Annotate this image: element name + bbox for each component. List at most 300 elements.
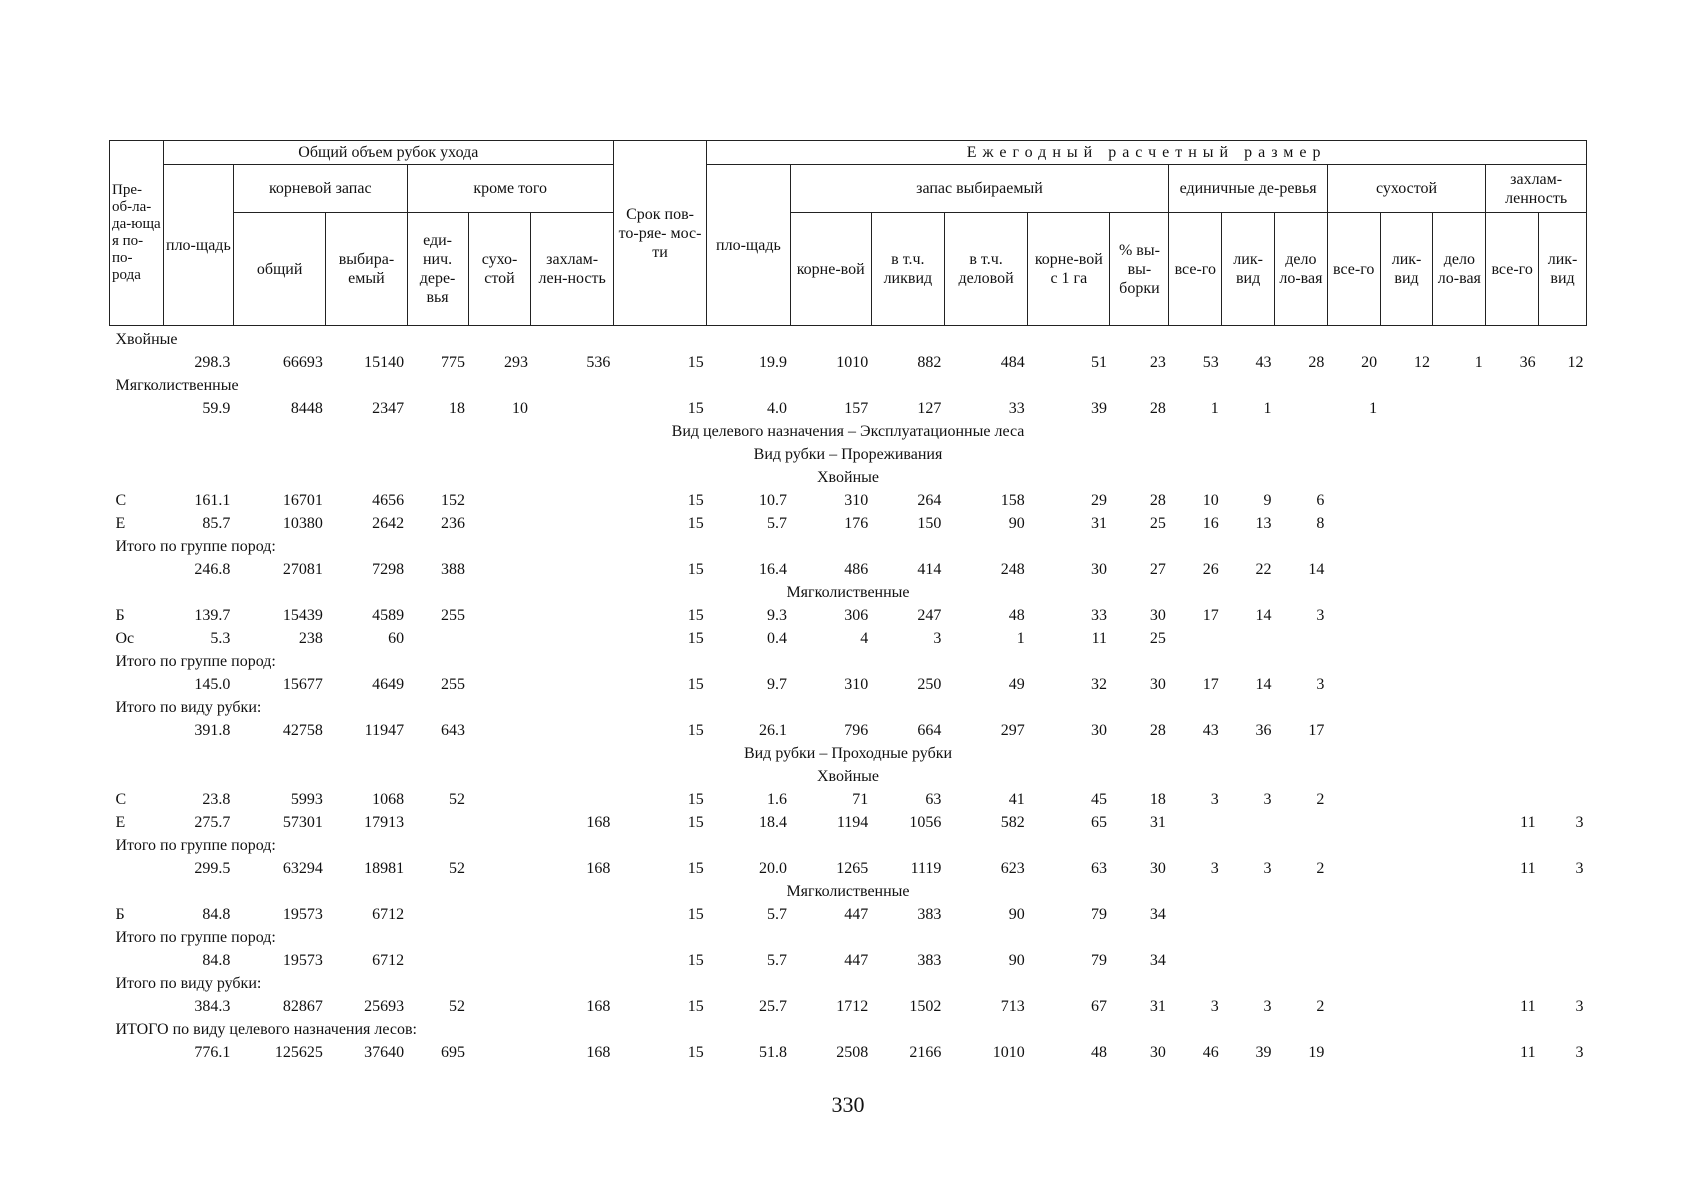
value-cell: 27081 xyxy=(282,561,323,578)
value-cell: 10 xyxy=(1202,492,1219,509)
value-cell: 255 xyxy=(441,676,466,693)
value-cell: 15 xyxy=(687,492,704,509)
table-row xyxy=(110,1039,1587,1062)
col-dry-business-header: дело ло-вая xyxy=(1433,213,1486,326)
value-cell: 15 xyxy=(687,400,704,417)
value-cell xyxy=(1380,671,1433,694)
species-cell xyxy=(110,855,164,878)
table-row xyxy=(110,947,1587,970)
value-cell xyxy=(1539,786,1587,809)
value-cell xyxy=(468,1039,531,1062)
value-cell: 388 xyxy=(441,561,466,578)
value-cell: 43 xyxy=(1202,722,1219,739)
value-cell: 30 xyxy=(1149,607,1166,624)
group-label-row xyxy=(110,1016,1587,1039)
value-cell xyxy=(1486,717,1539,740)
value-cell: 15 xyxy=(687,354,704,371)
section-heading: Хвойные xyxy=(817,768,879,785)
value-cell xyxy=(1433,395,1486,418)
value-cell xyxy=(1275,395,1328,418)
value-cell xyxy=(1433,901,1486,924)
value-cell: 4.0 xyxy=(767,400,788,417)
group-label: Итого по группе пород: xyxy=(115,929,276,946)
value-cell: 30 xyxy=(1149,1044,1166,1061)
value-cell: 42758 xyxy=(282,722,323,739)
value-cell: 90 xyxy=(1008,952,1025,969)
harvest-table-container xyxy=(109,140,1587,1062)
value-cell: 11947 xyxy=(364,722,405,739)
value-cell xyxy=(1539,717,1587,740)
value-cell: 16 xyxy=(1202,515,1219,532)
value-cell xyxy=(531,556,613,579)
table-header xyxy=(110,141,1587,326)
value-cell xyxy=(1169,901,1222,924)
col-single-business-header: дело ло-вая xyxy=(1275,213,1328,326)
value-cell: 27 xyxy=(1149,561,1166,578)
value-cell: 161.1 xyxy=(194,492,231,509)
col-litter-all-header: все-го xyxy=(1486,213,1539,326)
value-cell: 10 xyxy=(511,400,528,417)
value-cell: 19573 xyxy=(282,906,323,923)
value-cell: 33 xyxy=(1090,607,1107,624)
value-cell: 49 xyxy=(1008,676,1025,693)
value-cell: 15 xyxy=(687,860,704,877)
col-annual-liquid-header: в т.ч. ликвид xyxy=(871,213,944,326)
table-row xyxy=(110,510,1587,533)
value-cell: 176 xyxy=(844,515,869,532)
value-cell: 84.8 xyxy=(202,906,231,923)
value-cell: 168 xyxy=(586,1044,611,1061)
species-cell xyxy=(110,993,164,1016)
value-cell xyxy=(1539,487,1587,510)
value-cell: 5.3 xyxy=(210,630,231,647)
value-cell: 8 xyxy=(1316,515,1325,532)
value-cell: 2347 xyxy=(372,400,405,417)
value-cell: 63 xyxy=(1090,860,1107,877)
value-cell: 1265 xyxy=(836,860,869,877)
value-cell: 238 xyxy=(298,630,323,647)
value-cell: 3 xyxy=(933,630,942,647)
value-cell: 23 xyxy=(1149,354,1166,371)
value-cell: 26.1 xyxy=(759,722,788,739)
col-area-header: пло-щадь xyxy=(163,165,233,326)
value-cell xyxy=(468,717,531,740)
value-cell: 25 xyxy=(1149,515,1166,532)
species-cell: Е xyxy=(115,515,126,532)
value-cell: 15677 xyxy=(282,676,323,693)
value-cell xyxy=(1380,602,1433,625)
value-cell: 145.0 xyxy=(194,676,231,693)
value-cell: 33 xyxy=(1008,400,1025,417)
value-cell: 16701 xyxy=(282,492,323,509)
value-cell xyxy=(1539,556,1587,579)
value-cell xyxy=(1327,671,1380,694)
value-cell xyxy=(1222,809,1275,832)
col-drywood-header: сухо-стой xyxy=(468,213,531,326)
value-cell: 17 xyxy=(1202,676,1219,693)
col-besides-header: кроме того xyxy=(407,165,613,213)
group-label-row xyxy=(110,648,1587,671)
value-cell: 139.7 xyxy=(194,607,231,624)
value-cell: 1010 xyxy=(836,354,869,371)
value-cell: 8448 xyxy=(290,400,323,417)
value-cell xyxy=(468,901,531,924)
value-cell: 36 xyxy=(1255,722,1272,739)
group-label-row xyxy=(110,326,1587,350)
group-label: Итого по виду рубки: xyxy=(115,699,262,716)
value-cell: 17913 xyxy=(364,814,405,831)
value-cell xyxy=(1539,395,1587,418)
value-cell: 5.7 xyxy=(767,906,788,923)
value-cell: 484 xyxy=(1000,354,1025,371)
value-cell: 2 xyxy=(1316,860,1325,877)
value-cell: 11 xyxy=(1520,1044,1536,1061)
value-cell xyxy=(1327,1039,1380,1062)
value-cell: 67 xyxy=(1090,998,1107,1015)
value-cell xyxy=(1486,947,1539,970)
value-cell xyxy=(1486,395,1539,418)
value-cell: 18 xyxy=(449,400,466,417)
value-cell xyxy=(1433,717,1486,740)
value-cell: 298.3 xyxy=(194,354,231,371)
value-cell: 39 xyxy=(1090,400,1107,417)
value-cell: 643 xyxy=(441,722,466,739)
value-cell xyxy=(1433,510,1486,533)
value-cell xyxy=(1327,625,1380,648)
value-cell: 12 xyxy=(1413,354,1430,371)
value-cell: 63 xyxy=(925,791,942,808)
col-litter-header: захлам-ленность xyxy=(1486,165,1587,213)
value-cell: 51.8 xyxy=(759,1044,788,1061)
value-cell xyxy=(531,625,613,648)
page-number: 330 xyxy=(831,1092,865,1117)
value-cell: 22 xyxy=(1255,561,1272,578)
value-cell: 15 xyxy=(687,630,704,647)
value-cell: 250 xyxy=(917,676,942,693)
value-cell xyxy=(1539,947,1587,970)
value-cell: 25 xyxy=(1149,630,1166,647)
value-cell: 2166 xyxy=(909,1044,942,1061)
value-cell xyxy=(1169,947,1222,970)
group-label-row xyxy=(110,694,1587,717)
value-cell: 25.7 xyxy=(759,998,788,1015)
value-cell xyxy=(1380,993,1433,1016)
value-cell: 84.8 xyxy=(202,952,231,969)
value-cell xyxy=(531,602,613,625)
value-cell: 51 xyxy=(1090,354,1107,371)
value-cell: 1119 xyxy=(910,860,942,877)
table-row xyxy=(110,717,1587,740)
value-cell: 15 xyxy=(687,906,704,923)
col-annual-area-header: пло-щадь xyxy=(707,165,790,326)
value-cell: 2642 xyxy=(372,515,405,532)
table-row xyxy=(110,395,1587,418)
value-cell: 15 xyxy=(687,607,704,624)
species-cell xyxy=(110,671,164,694)
value-cell xyxy=(1486,487,1539,510)
value-cell: 30 xyxy=(1090,561,1107,578)
value-cell: 882 xyxy=(917,354,942,371)
value-cell: 52 xyxy=(449,998,466,1015)
col-total-volume-header: Общий объем рубок ухода xyxy=(163,141,613,165)
value-cell: 13 xyxy=(1255,515,1272,532)
value-cell xyxy=(407,947,468,970)
value-cell: 384.3 xyxy=(194,998,231,1015)
value-cell: 39 xyxy=(1255,1044,1272,1061)
value-cell: 582 xyxy=(1000,814,1025,831)
value-cell xyxy=(468,947,531,970)
value-cell xyxy=(1380,510,1433,533)
species-cell: С xyxy=(115,791,127,808)
value-cell xyxy=(1433,671,1486,694)
value-cell: 447 xyxy=(844,952,869,969)
value-cell: 796 xyxy=(844,722,869,739)
table-row xyxy=(110,786,1587,809)
value-cell xyxy=(1433,602,1486,625)
value-cell: 37640 xyxy=(364,1044,405,1061)
value-cell: 1 xyxy=(1210,400,1219,417)
value-cell xyxy=(1275,901,1328,924)
value-cell xyxy=(468,510,531,533)
species-cell: Б xyxy=(115,607,125,624)
group-label: Итого по группе пород: xyxy=(115,653,276,670)
value-cell xyxy=(531,487,613,510)
value-cell: 11 xyxy=(1091,630,1107,647)
value-cell xyxy=(1327,809,1380,832)
value-cell: 275.7 xyxy=(194,814,231,831)
value-cell: 9 xyxy=(1263,492,1272,509)
value-cell: 1068 xyxy=(372,791,405,808)
value-cell: 3 xyxy=(1263,791,1272,808)
value-cell xyxy=(407,901,468,924)
value-cell xyxy=(1539,625,1587,648)
value-cell xyxy=(1222,625,1275,648)
value-cell: 310 xyxy=(844,676,869,693)
value-cell: 299.5 xyxy=(194,860,231,877)
species-cell xyxy=(110,947,164,970)
value-cell xyxy=(1275,947,1328,970)
section-heading-row xyxy=(110,763,1587,786)
section-heading-row xyxy=(110,878,1587,901)
value-cell xyxy=(1327,947,1380,970)
group-label: Итого по группе пород: xyxy=(115,538,276,555)
species-cell xyxy=(110,556,164,579)
value-cell: 1.6 xyxy=(767,791,788,808)
col-clutter-header: захлам-лен-ность xyxy=(531,213,613,326)
value-cell: 1 xyxy=(1369,400,1378,417)
value-cell: 65 xyxy=(1090,814,1107,831)
value-cell: 19573 xyxy=(282,952,323,969)
value-cell xyxy=(468,993,531,1016)
value-cell: 15140 xyxy=(364,354,405,371)
value-cell: 3 xyxy=(1263,998,1272,1015)
value-cell xyxy=(1433,556,1486,579)
value-cell: 4 xyxy=(860,630,869,647)
col-term-header: Срок пов- то-ряе- мос-ти xyxy=(613,141,706,326)
section-heading: Вид рубки – Проходные рубки xyxy=(743,745,953,762)
value-cell: 66693 xyxy=(282,354,323,371)
value-cell: 15 xyxy=(687,676,704,693)
value-cell: 9.3 xyxy=(767,607,788,624)
value-cell: 695 xyxy=(441,1044,466,1061)
value-cell: 16.4 xyxy=(759,561,788,578)
value-cell: 79 xyxy=(1090,952,1107,969)
value-cell: 15 xyxy=(687,722,704,739)
value-cell: 43 xyxy=(1255,354,1272,371)
col-dry-liquid-header: лик-вид xyxy=(1380,213,1433,326)
harvest-table xyxy=(109,140,1587,1062)
value-cell xyxy=(1275,809,1328,832)
species-cell xyxy=(110,349,164,372)
value-cell xyxy=(1539,510,1587,533)
col-selected-stock-header: запас выбираемый xyxy=(790,165,1169,213)
value-cell: 18981 xyxy=(364,860,405,877)
value-cell: 15 xyxy=(687,998,704,1015)
value-cell xyxy=(1275,625,1328,648)
value-cell xyxy=(1539,602,1587,625)
value-cell: 247 xyxy=(917,607,942,624)
col-root-stock-header: корневой запас xyxy=(233,165,407,213)
section-heading-row xyxy=(110,464,1587,487)
value-cell xyxy=(1486,510,1539,533)
group-label-row xyxy=(110,832,1587,855)
value-cell xyxy=(1169,625,1222,648)
group-label: Мягколиственные xyxy=(115,377,239,394)
section-heading: Мягколиственные xyxy=(786,584,910,601)
value-cell: 5.7 xyxy=(767,515,788,532)
value-cell xyxy=(468,809,531,832)
value-cell xyxy=(1380,395,1433,418)
value-cell: 28 xyxy=(1149,400,1166,417)
value-cell: 1712 xyxy=(836,998,869,1015)
value-cell: 2 xyxy=(1316,791,1325,808)
value-cell: 36 xyxy=(1519,354,1536,371)
col-selectable-header: выбира-емый xyxy=(326,213,407,326)
value-cell: 775 xyxy=(441,354,466,371)
group-label: Итого по виду рубки: xyxy=(115,975,262,992)
value-cell xyxy=(1327,786,1380,809)
value-cell: 125625 xyxy=(274,1044,323,1061)
value-cell: 157 xyxy=(844,400,869,417)
value-cell xyxy=(468,602,531,625)
value-cell xyxy=(1169,809,1222,832)
value-cell: 168 xyxy=(586,814,611,831)
group-label-row xyxy=(110,372,1587,395)
value-cell: 90 xyxy=(1008,515,1025,532)
value-cell: 52 xyxy=(449,791,466,808)
value-cell: 3 xyxy=(1575,1044,1584,1061)
value-cell: 1502 xyxy=(909,998,942,1015)
table-row xyxy=(110,625,1587,648)
section-heading: Вид рубки – Прореживания xyxy=(753,446,943,463)
value-cell: 3 xyxy=(1575,814,1584,831)
value-cell: 3 xyxy=(1210,791,1219,808)
value-cell: 32 xyxy=(1090,676,1107,693)
value-cell: 414 xyxy=(917,561,942,578)
value-cell xyxy=(407,809,468,832)
section-heading: Вид целевого назначения – Эксплуатационные леса xyxy=(671,423,1025,440)
value-cell xyxy=(1327,855,1380,878)
value-cell: 26 xyxy=(1202,561,1219,578)
value-cell: 11 xyxy=(1520,998,1536,1015)
value-cell: 391.8 xyxy=(194,722,231,739)
value-cell: 15439 xyxy=(282,607,323,624)
value-cell: 3 xyxy=(1210,998,1219,1015)
value-cell: 41 xyxy=(1008,791,1025,808)
table-row xyxy=(110,556,1587,579)
value-cell xyxy=(1327,717,1380,740)
value-cell xyxy=(1327,901,1380,924)
value-cell: 82867 xyxy=(282,998,323,1015)
value-cell: 59.9 xyxy=(202,400,231,417)
group-label-row xyxy=(110,533,1587,556)
value-cell: 15 xyxy=(687,791,704,808)
value-cell: 46 xyxy=(1202,1044,1219,1061)
value-cell: 168 xyxy=(586,860,611,877)
value-cell: 152 xyxy=(441,492,466,509)
value-cell: 28 xyxy=(1149,492,1166,509)
value-cell: 7298 xyxy=(372,561,405,578)
value-cell: 31 xyxy=(1149,814,1166,831)
value-cell xyxy=(407,625,468,648)
value-cell xyxy=(1433,487,1486,510)
group-label-row xyxy=(110,924,1587,947)
group-label: Итого по группе пород: xyxy=(115,837,276,854)
value-cell xyxy=(1380,717,1433,740)
value-cell xyxy=(1486,671,1539,694)
value-cell xyxy=(1486,786,1539,809)
value-cell: 713 xyxy=(1000,998,1025,1015)
value-cell: 168 xyxy=(586,998,611,1015)
col-single-all-header: все-го xyxy=(1169,213,1222,326)
value-cell: 10.7 xyxy=(759,492,788,509)
section-heading-row xyxy=(110,579,1587,602)
value-cell: 4649 xyxy=(372,676,405,693)
value-cell: 14 xyxy=(1255,676,1272,693)
value-cell: 0.4 xyxy=(767,630,788,647)
value-cell: 15 xyxy=(687,561,704,578)
value-cell: 2 xyxy=(1316,998,1325,1015)
value-cell xyxy=(1380,947,1433,970)
value-cell: 236 xyxy=(441,515,466,532)
value-cell xyxy=(1380,809,1433,832)
value-cell: 776.1 xyxy=(194,1044,231,1061)
col-litter-liquid-header: лик-вид xyxy=(1539,213,1587,326)
col-species-header: Пре-об-ла-да-юща я по-по-рода xyxy=(110,141,164,326)
col-pct-header: % вы-вы-борки xyxy=(1110,213,1169,326)
value-cell xyxy=(1222,901,1275,924)
species-cell: С xyxy=(115,492,127,509)
value-cell xyxy=(531,717,613,740)
species-cell: Ос xyxy=(115,630,135,647)
value-cell: 15 xyxy=(687,814,704,831)
value-cell: 4589 xyxy=(372,607,405,624)
value-cell: 11 xyxy=(1520,814,1536,831)
value-cell: 20.0 xyxy=(759,860,788,877)
value-cell: 45 xyxy=(1090,791,1107,808)
value-cell: 6712 xyxy=(372,906,405,923)
value-cell xyxy=(1539,901,1587,924)
value-cell: 447 xyxy=(844,906,869,923)
group-label: Хвойные xyxy=(115,331,178,348)
value-cell xyxy=(1433,947,1486,970)
value-cell: 1 xyxy=(1263,400,1272,417)
value-cell xyxy=(1380,786,1433,809)
value-cell: 3 xyxy=(1575,998,1584,1015)
species-cell: Е xyxy=(115,814,126,831)
value-cell xyxy=(531,395,613,418)
table-row xyxy=(110,671,1587,694)
